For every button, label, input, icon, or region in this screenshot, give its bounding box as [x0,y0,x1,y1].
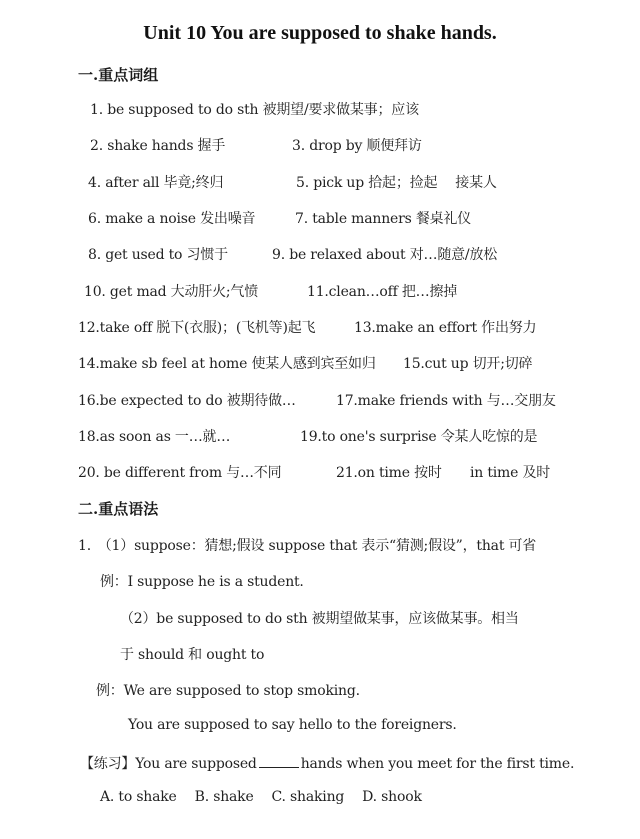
grammar-example: You are supposed to say hello to the foreigners. [128,717,457,733]
phrase-item: 10. get mad 大动肝火;气愤 [84,284,258,300]
page-title: Unit 10 You are supposed to shake hands. [143,22,497,44]
exercise-options [100,789,440,805]
phrase-item: 21.on time 按时 [336,465,442,481]
grammar-line: 1. （1）suppose：猜想;假设 suppose that 表示“猜测;假设”，that 可省 [78,538,537,554]
phrase-item: 20. be different from 与…不同 [78,465,282,481]
phrase-item: 9. be relaxed about 对…随意/放松 [272,247,498,263]
phrase-item: 19.to one's surprise 令某人吃惊的是 [300,429,538,445]
phrase-item: 17.make friends with 与…交朋友 [336,393,556,409]
phrase-item: 7. table manners 餐桌礼仪 [295,211,472,227]
phrase-item: 6. make a noise 发出噪音 [88,211,256,227]
option-a: A. to shake [100,789,177,805]
phrase-item: in time 及时 [470,465,551,481]
phrase-item: 3. drop by 顺便拜访 [292,138,422,154]
phrase-item: 12.take off 脱下(衣服)；(飞机等)起飞 [78,320,316,336]
phrase-item: 8. get used to 习惯于 [88,247,228,263]
phrase-item: 13.make an effort 作出努力 [354,320,537,336]
phrase-item: 18.as soon as 一…就… [78,429,231,445]
phrase-item: 11.clean…off 把…擦掉 [307,284,458,300]
phrase-item: 2. shake hands 握手 [90,138,226,154]
option-d: D. shook [362,789,422,805]
grammar-line: 于 should 和 ought to [120,647,265,663]
answer-blank [259,753,299,768]
exercise-prefix: 【练习】You are supposed [80,756,257,772]
section-heading-phrases: 一.重点词组 [78,66,159,84]
phrase-item: 4. after all 毕竟;终归 [88,175,224,191]
phrase-item: 16.be expected to do 被期待做… [78,393,296,409]
phrase-item: 1. be supposed to do sth 被期望/要求做某事；应该 [90,102,419,118]
option-b: B. shake [194,789,254,805]
exercise-question [80,753,574,773]
section-heading-grammar: 二.重点语法 [78,500,159,518]
phrase-item: 5. pick up 拾起；捡起 接某人 [296,175,497,191]
option-c: C. shaking [271,789,345,805]
exercise-suffix: hands when you meet for the first time. [300,756,575,772]
grammar-example: 例：I suppose he is a student. [100,574,304,590]
grammar-line: （2）be supposed to do sth 被期望做某事，应该做某事。相当 [120,611,519,627]
phrase-item: 14.make sb feel at home 使某人感到宾至如归 [78,356,376,372]
phrase-item: 15.cut up 切开;切碎 [403,356,533,372]
grammar-example: 例：We are supposed to stop smoking. [96,683,360,699]
